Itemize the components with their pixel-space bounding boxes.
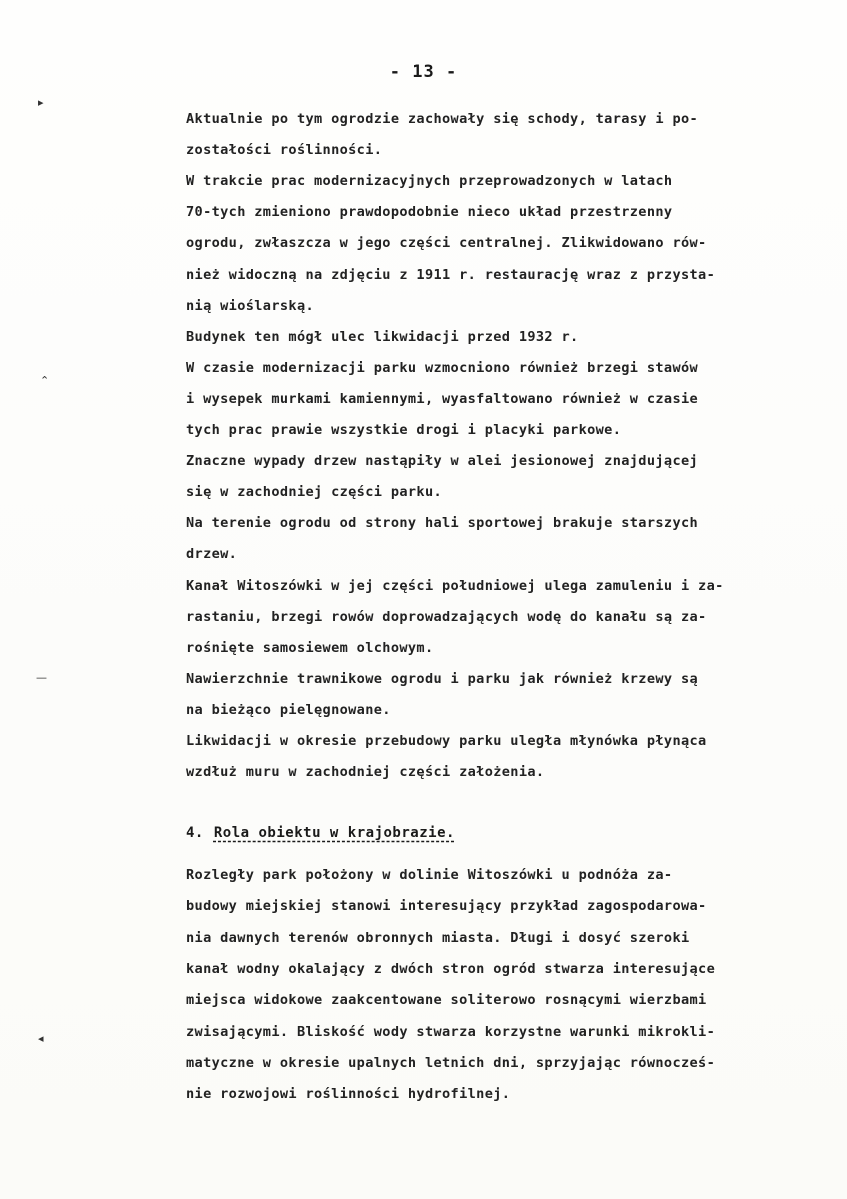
text-line: nią wioślarską. xyxy=(186,297,315,314)
text-line: i wysepek murkami kamiennymi, wyasfaltowano również w czasie xyxy=(186,390,699,407)
text-line: rastaniu, brzegi rowów doprowadzających wodę do kanału są za- xyxy=(186,608,707,625)
text-line: Na terenie ogrodu od strony hali sportowej brakuje starszych xyxy=(186,515,699,532)
text-line: Likwidacji w okresie przebudowy parku uległa młynówka płynąca xyxy=(186,733,707,749)
text-line: zostałości roślinności. xyxy=(186,142,383,159)
section-heading xyxy=(186,824,455,842)
text-line: zwisającymi. Bliskość wody stwarza korzystne warunki mikrokli- xyxy=(186,1023,716,1040)
text-line: 70-tych zmieniono prawdopodobnie nieco układ przestrzenny xyxy=(186,204,673,221)
text-line: Nawierzchnie trawnikowe ogrodu i parku jak również krzewy są xyxy=(186,670,699,687)
text-line: Rozległy park położony w dolinie Witoszówki u podnóża za- xyxy=(186,867,673,883)
margin-mark: ▸ xyxy=(38,96,44,109)
text-line: Budynek ten mógł ulec likwidacji przed 1932 r. xyxy=(186,328,579,345)
text-line: wzdłuż muru w zachodniej części założenia. xyxy=(186,764,545,781)
text-line: drzew. xyxy=(186,546,238,563)
text-line: W trakcie prac modernizacyjnych przeprowadzonych w latach xyxy=(186,173,673,190)
text-line: matyczne w okresie upalnych letnich dni, sprzyjając równocześ- xyxy=(186,1054,716,1071)
text-line: Kanał Witoszówki w jej części południowej ulega zamuleniu i za- xyxy=(186,577,724,594)
page-number: - 13 - xyxy=(389,62,458,82)
margin-mark: — xyxy=(36,671,47,684)
text-line: tych prac prawie wszystkie drogi i placyki parkowe. xyxy=(186,422,622,438)
text-line: nia dawnych terenów obronnych miasta. Długi i dosyć szeroki xyxy=(186,929,690,946)
text-line: nie rozwojowi roślinności hydrofilnej. xyxy=(186,1086,511,1103)
text-line: na bieżąco pielęgnowane. xyxy=(186,701,391,718)
text-line: Znaczne wypady drzew nastąpiły w alei jesionowej znajdującej xyxy=(186,453,699,470)
text-line: rośnięte samosiewem olchowym. xyxy=(186,639,434,656)
text-line: kanał wodny okalający z dwóch stron ogród stwarza interesujące xyxy=(186,960,716,977)
section-number: 4. xyxy=(186,825,204,841)
text-line: Aktualnie po tym ogrodzie zachowały się schody, tarasy i po- xyxy=(186,111,699,127)
section-title: Rola obiektu w krajobrazie. xyxy=(213,825,455,841)
text-line: się w zachodniej części parku. xyxy=(186,484,443,501)
margin-mark: ⌃ xyxy=(40,374,50,387)
text-line: budowy miejskiej stanowi interesujący przykład zagospodarowa- xyxy=(186,898,707,915)
margin-mark: ◂ xyxy=(38,1032,44,1045)
text-line: nież widoczną na zdjęciu z 1911 r. restaurację wraz z przysta- xyxy=(186,266,716,283)
text-line: W czasie modernizacji parku wzmocniono również brzegi stawów xyxy=(186,359,699,376)
text-line: ogrodu, zwłaszcza w jego części centralnej. Zlikwidowano rów- xyxy=(186,235,707,252)
text-line: miejsca widokowe zaakcentowane soliterowo rosnącymi wierzbami xyxy=(186,992,707,1009)
